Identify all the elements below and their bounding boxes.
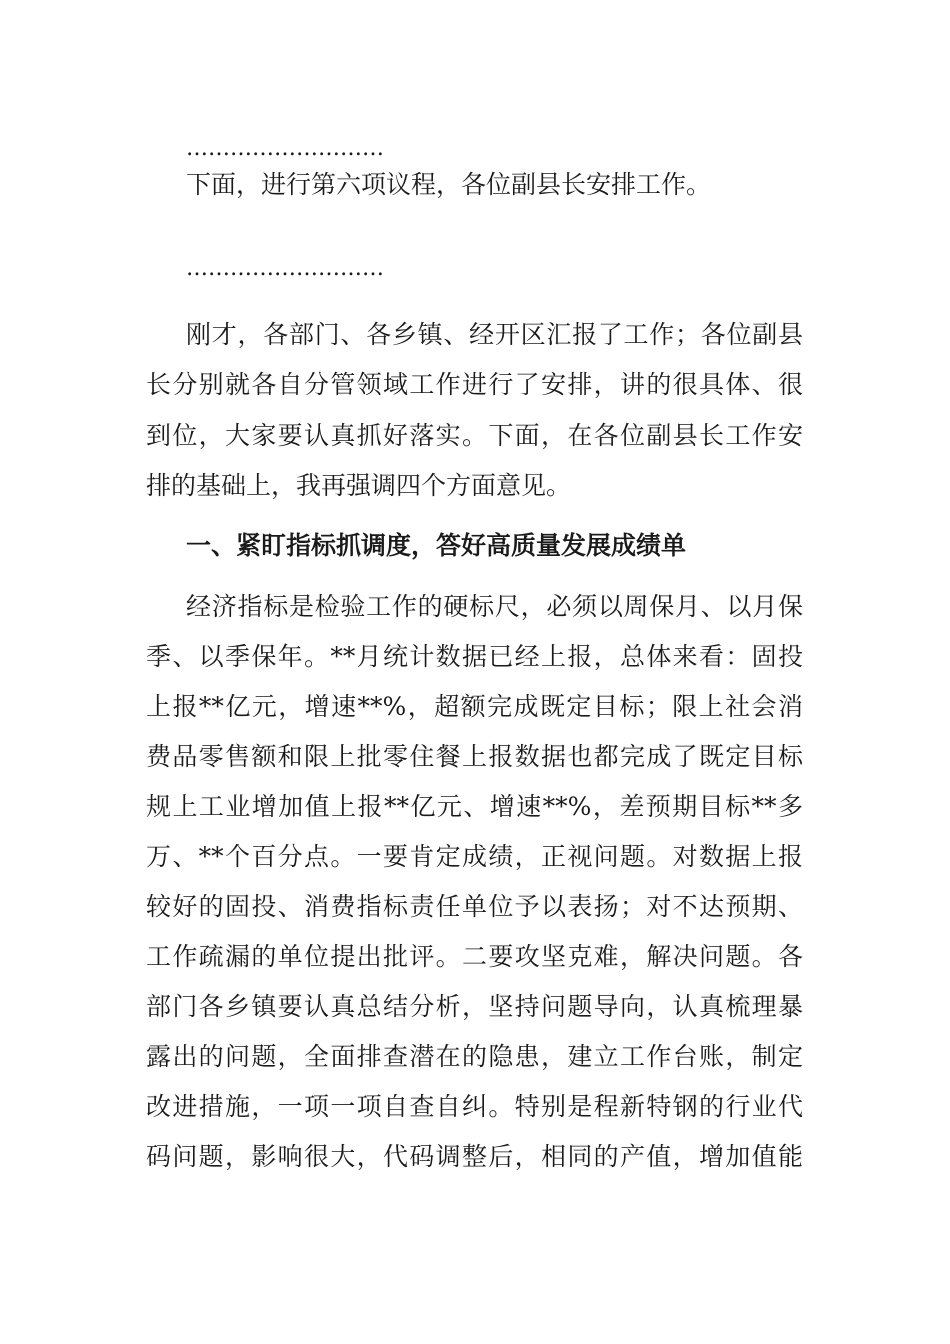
paragraph-2-line-7: 较好的固投、消费指标责任单位予以表扬；对不达预期、 bbox=[146, 892, 803, 921]
paragraph-2-line-8: 工作疏漏的单位提出批评。二要攻坚克难，解决问题。各 bbox=[146, 942, 803, 971]
paragraph-2-line-3: 上报**亿元，增速**%，超额完成既定目标；限上社会消 bbox=[146, 692, 803, 721]
paragraph-2-line-2: 季、以季保年。**月统计数据已经上报，总体来看：固投 bbox=[146, 642, 803, 671]
paragraph-1-line-2: 长分别就各自分管领域工作进行了安排，讲的很具体、很 bbox=[146, 370, 803, 399]
paragraph-2-line-9: 部门各乡镇要认真总结分析，坚持问题导向，认真梳理暴 bbox=[146, 992, 803, 1021]
paragraph-2-line-10: 露出的问题，全面排查潜在的隐患，建立工作台账，制定 bbox=[146, 1042, 803, 1071]
agenda-line: 下面，进行第六项议程，各位副县长安排工作。 bbox=[186, 170, 712, 199]
paragraph-2-line-6: 万、**个百分点。一要肯定成绩，正视问题。对数据上报 bbox=[146, 842, 803, 871]
paragraph-2-line-4: 费品零售额和限上批零住餐上报数据也都完成了既定目标 bbox=[146, 742, 803, 771]
paragraph-1-line-4: 排的基础上，我再强调四个方面意见。 bbox=[146, 471, 572, 500]
section-heading-1: 一、紧盯指标抓调度，答好高质量发展成绩单 bbox=[186, 531, 687, 560]
ellipsis-line-1: ……………………… bbox=[186, 136, 384, 161]
paragraph-1-line-3: 到位，大家要认真抓好落实。下面，在各位副县长工作安 bbox=[146, 421, 803, 450]
ellipsis-line-2: ……………………… bbox=[186, 256, 384, 281]
paragraph-2-line-1: 经济指标是检验工作的硬标尺，必须以周保月、以月保 bbox=[186, 592, 803, 621]
paragraph-2-line-5: 规上工业增加值上报**亿元、增速**%，差预期目标**多 bbox=[146, 792, 803, 821]
paragraph-2-line-11: 改进措施，一项一项自查自纠。特别是程新特钢的行业代 bbox=[146, 1092, 803, 1121]
paragraph-2-line-12: 码问题，影响很大，代码调整后，相同的产值，增加值能 bbox=[146, 1142, 803, 1171]
paragraph-1-line-1: 刚才，各部门、各乡镇、经开区汇报了工作；各位副县 bbox=[186, 320, 803, 349]
